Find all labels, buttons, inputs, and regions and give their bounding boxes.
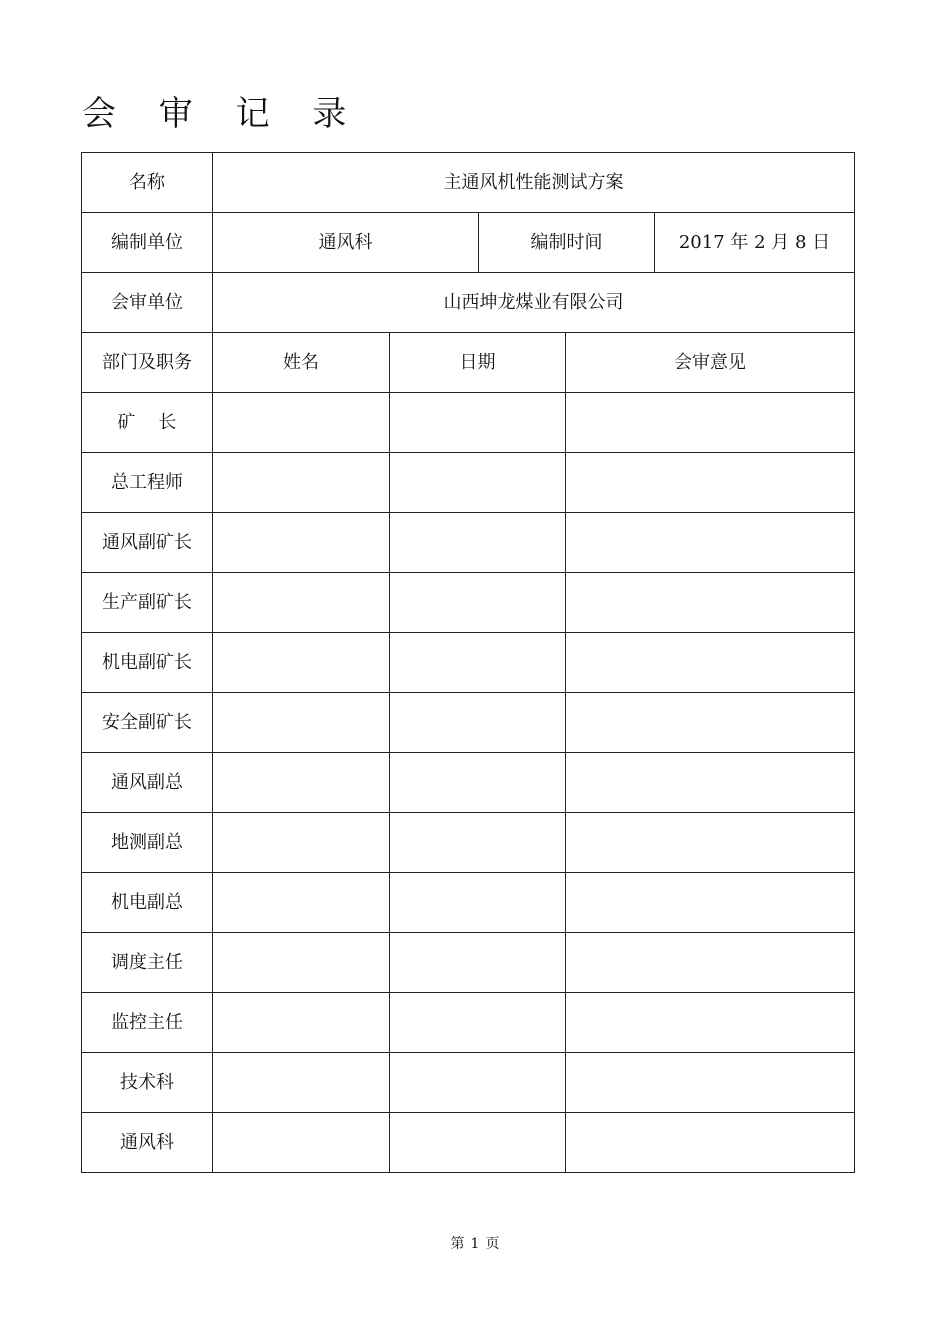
opinion-cell[interactable] [566,1053,855,1113]
date-cell[interactable] [390,1053,566,1113]
page-number: 1 [470,1236,480,1252]
column-header-row [82,333,855,393]
page-footer [0,1234,950,1254]
signer-name-cell[interactable] [213,993,390,1053]
opinion-cell[interactable] [566,813,855,873]
signer-name-cell[interactable] [213,813,390,873]
date-cell[interactable] [390,393,566,453]
table-row [82,693,855,753]
role-cell: 矿 长 [82,393,213,453]
role-cell: 通风科 [82,1113,213,1173]
footer-suffix: 页 [485,1236,500,1252]
opinion-cell[interactable] [566,633,855,693]
date-cell[interactable] [390,633,566,693]
time-value: 2017 年 2 月 8 日 [655,213,855,273]
column-header-dept: 部门及职务 [82,333,213,393]
table-row [82,873,855,933]
opinion-cell[interactable] [566,933,855,993]
review-unit-value: 山西坤龙煤业有限公司 [213,273,855,333]
signer-name-cell[interactable] [213,753,390,813]
opinion-cell[interactable] [566,513,855,573]
signer-name-cell[interactable] [213,393,390,453]
table-row [82,453,855,513]
opinion-cell[interactable] [566,573,855,633]
opinion-cell[interactable] [566,753,855,813]
table-row [82,1113,855,1173]
role-cell: 通风副矿长 [82,513,213,573]
table-row [82,633,855,693]
signer-name-cell[interactable] [213,453,390,513]
opinion-cell[interactable] [566,1113,855,1173]
signer-name-cell[interactable] [213,873,390,933]
review-unit-row [82,273,855,333]
name-label: 名称 [82,153,213,213]
role-cell: 机电副总 [82,873,213,933]
opinion-cell[interactable] [566,993,855,1053]
signer-name-cell[interactable] [213,933,390,993]
column-header-name: 姓名 [213,333,390,393]
signer-name-cell[interactable] [213,1113,390,1173]
role-cell: 通风副总 [82,753,213,813]
date-cell[interactable] [390,513,566,573]
role-cell: 安全副矿长 [82,693,213,753]
unit-row [82,213,855,273]
opinion-cell[interactable] [566,393,855,453]
date-cell[interactable] [390,813,566,873]
table-row [82,393,855,453]
name-row [82,153,855,213]
date-cell[interactable] [390,573,566,633]
date-cell[interactable] [390,993,566,1053]
date-cell[interactable] [390,753,566,813]
review-table [81,152,855,1173]
unit-label: 编制单位 [82,213,213,273]
date-cell[interactable] [390,1113,566,1173]
table-row [82,573,855,633]
opinion-cell[interactable] [566,693,855,753]
role-cell: 生产副矿长 [82,573,213,633]
role-cell: 监控主任 [82,993,213,1053]
table-row [82,513,855,573]
date-cell[interactable] [390,933,566,993]
unit-value: 通风科 [213,213,479,273]
name-value: 主通风机性能测试方案 [213,153,855,213]
date-cell[interactable] [390,693,566,753]
role-cell: 总工程师 [82,453,213,513]
role-cell: 调度主任 [82,933,213,993]
signer-name-cell[interactable] [213,693,390,753]
date-cell[interactable] [390,453,566,513]
table-row [82,933,855,993]
table-row [82,753,855,813]
opinion-cell[interactable] [566,873,855,933]
table-row [82,993,855,1053]
table-row [82,813,855,873]
time-label: 编制时间 [479,213,655,273]
date-cell[interactable] [390,873,566,933]
signer-name-cell[interactable] [213,1053,390,1113]
table-row [82,1053,855,1113]
page-title: 会 审 记 录 [82,94,363,134]
column-header-opinion: 会审意见 [566,333,855,393]
role-cell: 地测副总 [82,813,213,873]
opinion-cell[interactable] [566,453,855,513]
role-cell: 机电副矿长 [82,633,213,693]
column-header-date: 日期 [390,333,566,393]
signer-name-cell[interactable] [213,513,390,573]
role-cell: 技术科 [82,1053,213,1113]
signer-name-cell[interactable] [213,573,390,633]
signer-name-cell[interactable] [213,633,390,693]
footer-prefix: 第 [450,1236,465,1252]
review-unit-label: 会审单位 [82,273,213,333]
